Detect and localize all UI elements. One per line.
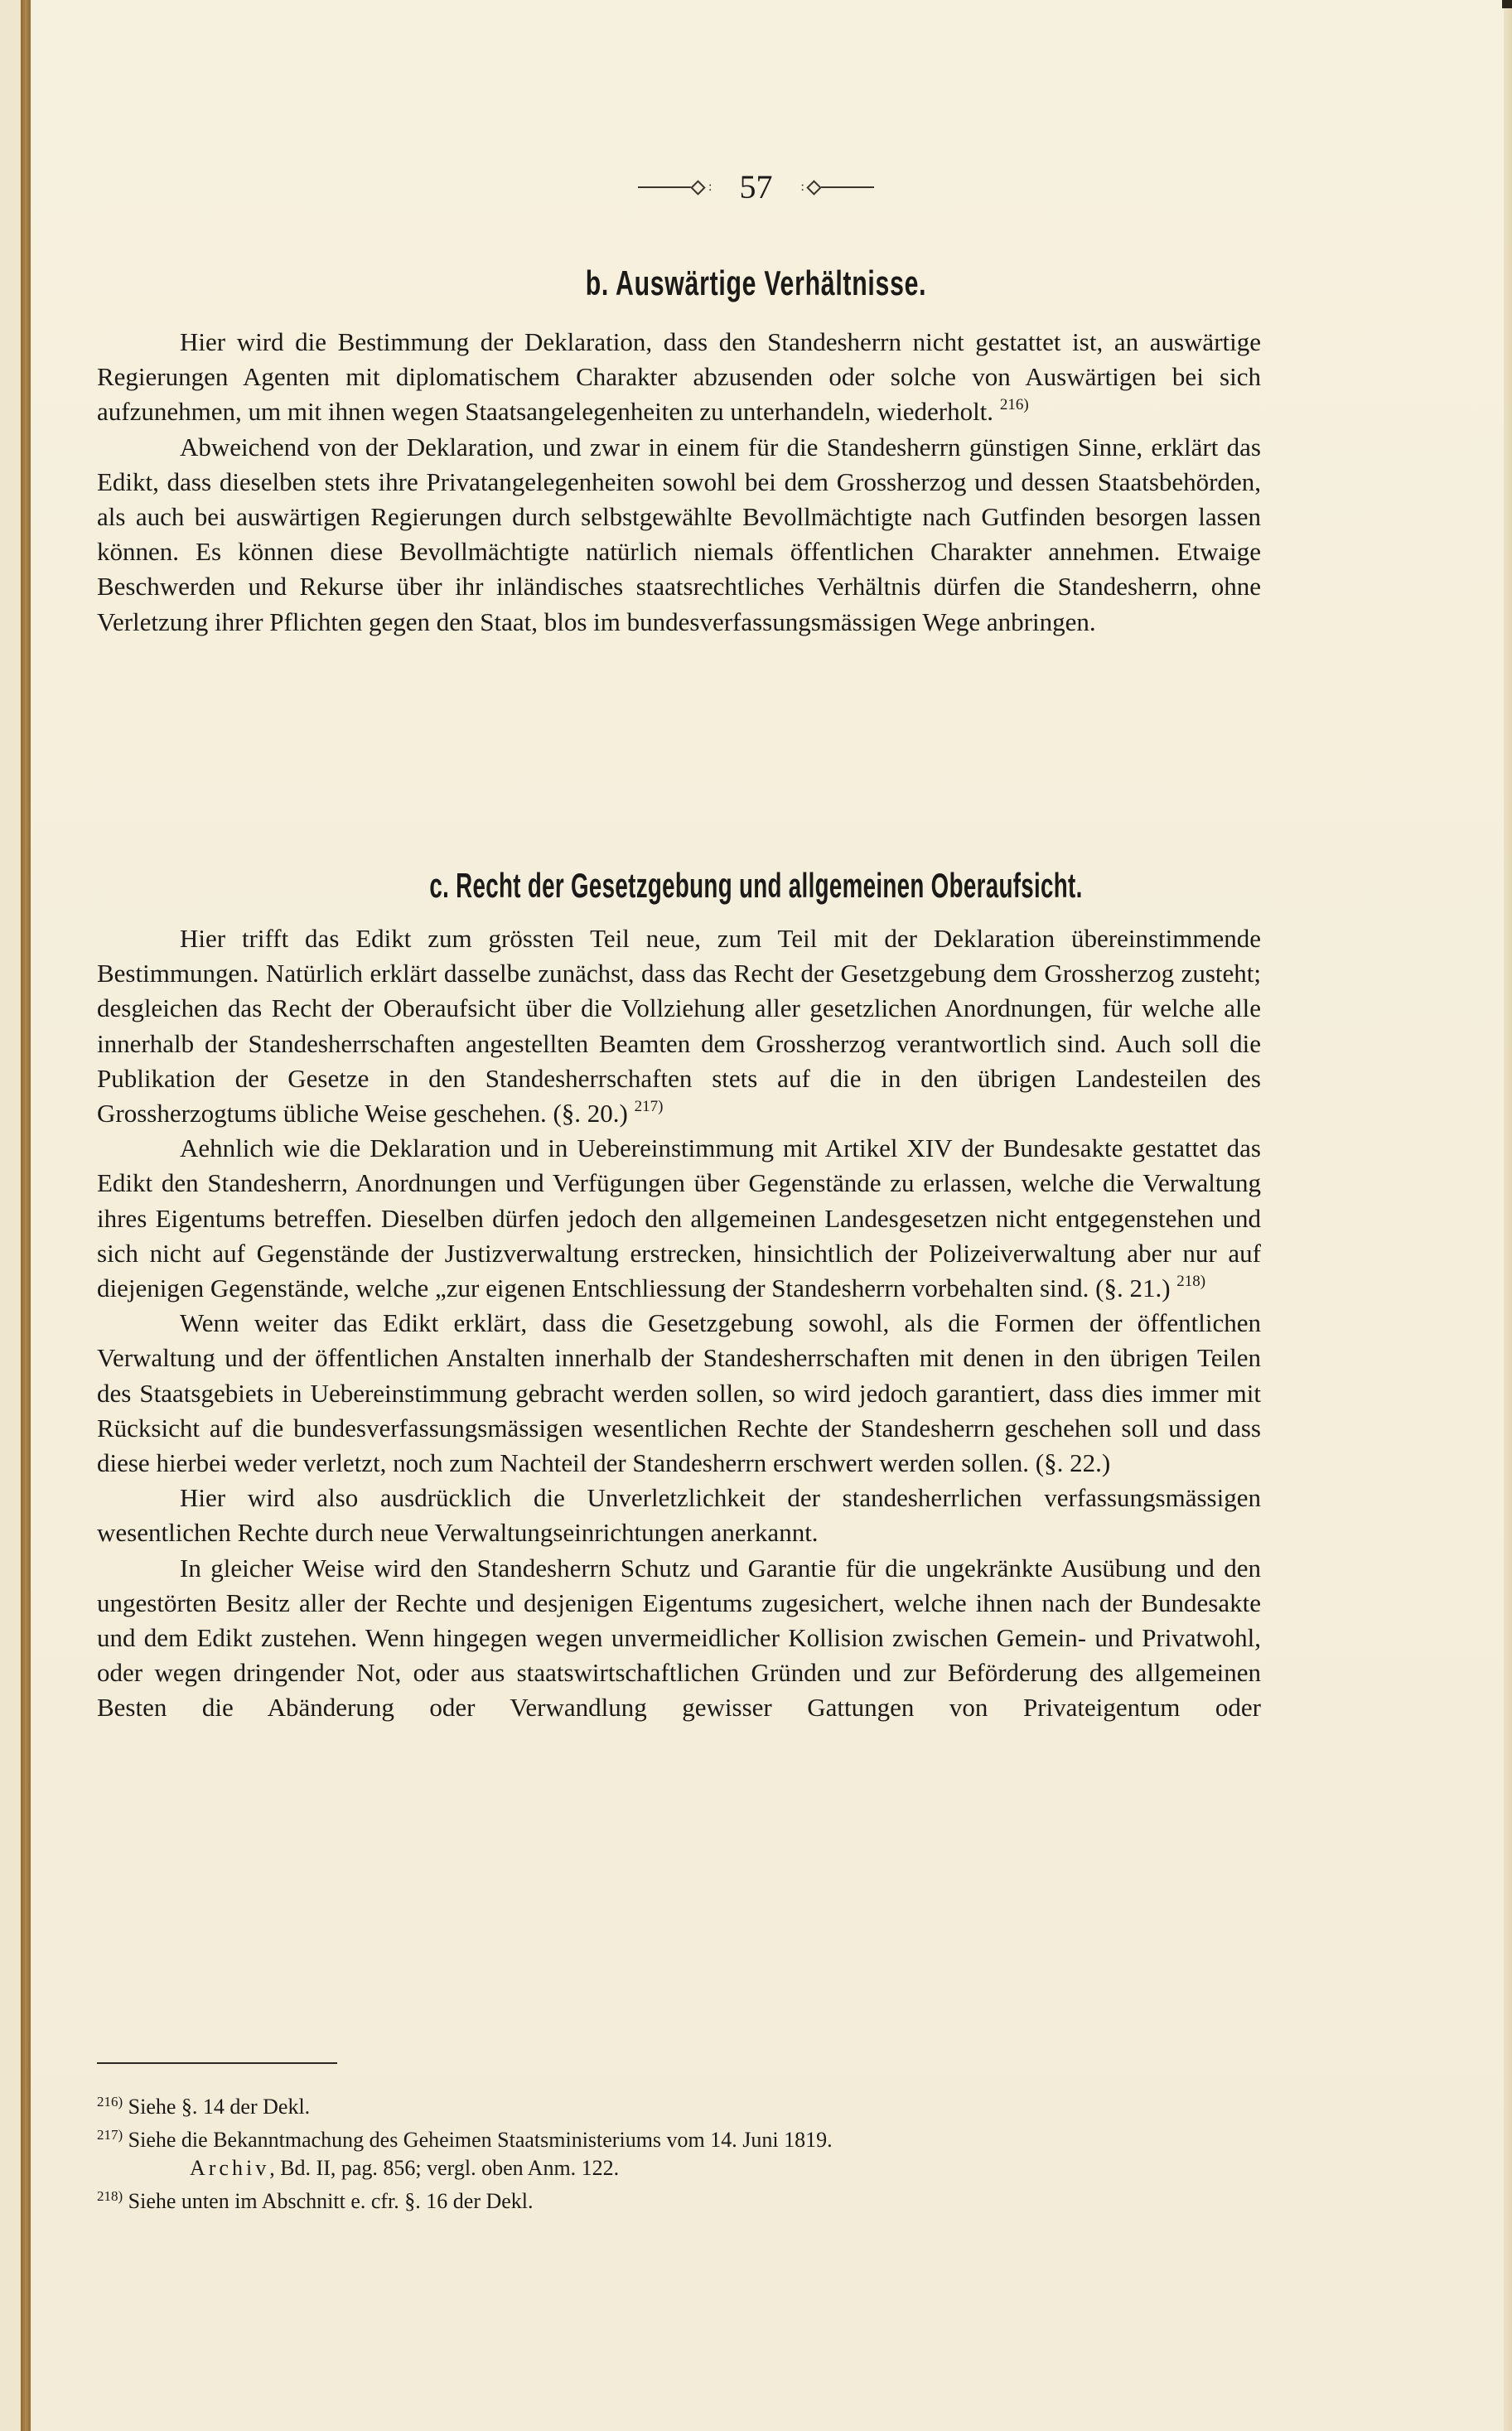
paragraph-text: Hier trifft das Edikt zum grössten Teil neue, zum Teil mit der Deklaration übereinstimmende Bestimmungen. Natürlich erklärt dasselbe zunächst, dass das Recht der Gesetzgebung dem Grossherzog zusteht; desgleichen das Recht der Oberaufsicht über die Vollziehung aller gesetzlichen Anordnungen, für welche alle innerhalb der Standesherrschaften angestellten Beamten dem Grossherzog verantwortlich sind. Auch soll die Publikation der Gesetze in den Standesherrschaften stets auf die in den übrigen Landesteilen des Grossherzogtums übliche Weise geschehen. (§. 20.) <box>97 924 1261 1129</box>
ornament-rule-left <box>638 186 691 188</box>
footnote-number: 217) <box>97 2127 123 2143</box>
footnote-source-title: Archiv <box>190 2156 270 2180</box>
section-body-b <box>97 325 1261 640</box>
paragraph <box>97 1551 1261 1726</box>
footnote-separator <box>97 2062 337 2064</box>
paragraph <box>97 921 1261 1131</box>
footnote-ref[interactable]: 217) <box>634 1098 664 1116</box>
paragraph <box>97 430 1261 640</box>
paragraph <box>97 1306 1261 1481</box>
paragraph-text: Wenn weiter das Edikt erklärt, dass die Gesetzgebung sowohl, als die Formen der öffentlichen Verwaltung und der öffentlichen Anstalten innerhalb der Standesherrschaften mit denen in den übrigen Teilen des Staatsgebiets in Uebereinstimmung gebracht werden sollen, so wird jedoch garantiert, dass dies immer mit Rücksicht auf die bundesverfassungsmässigen wesentlichen Rechte der Standesherrn geschehen soll und dass diese hierbei weder verletzt, noch zum Nachteil der Standesherrn erschwert werden sollen. (§. 22.) <box>97 1308 1261 1478</box>
footnote-text: Siehe §. 14 der Dekl. <box>128 2095 311 2119</box>
page-corner-shadow <box>1502 0 1512 8</box>
binding-edge <box>21 0 31 2431</box>
footnote-ref[interactable]: 218) <box>1176 1273 1206 1291</box>
ornament-rule-right <box>821 186 874 188</box>
page-right-edge <box>1504 0 1512 2431</box>
paragraph-text: Abweichend von der Deklaration, und zwar in einem für die Standesherrn günstigen Sinne, erklärt das Edikt, dass dieselben stets ihre Privatangelegenheiten sowohl bei dem Grossherzog und dessen Staatsbehörden, als auch bei auswärtigen Regierungen durch selbstgewählte Bevollmächtigte nach Gutfinden besorgen lassen können. Es können diese Bevollmächtigte natürlich niemals öffentlichen Charakter annehmen. Etwaige Beschwerden und Rekurse über ihr inländisches staatsrechtliches Verhältnis dürfen die Standesherrn, ohne Verletzung ihrer Pflichten gegen den Staat, blos im bundesverfassungsmässigen Wege anbringen. <box>97 432 1261 636</box>
paragraph-text: In gleicher Weise wird den Standesherrn Schutz und Garantie für die ungekränkte Ausübung und den ungestörten Besitz aller der Rechte und desjenigen Eigentums zugesichert, welche ihnen nach der Bundesakte und dem Edikt zustehen. Wenn hingegen wegen unvermeidlicher Kollision zwischen Gemein- und Privatwohl, oder wegen dringender Not, oder aus staatswirtschaftlichen Gründen und zur Beförderung des allgemeinen Besten die Abänderung oder Verwandlung gewisser Gattungen von Privateigentum oder <box>97 1553 1261 1723</box>
footnote-ref[interactable]: 216) <box>999 396 1029 414</box>
ornament-dots-icon: : <box>800 180 804 194</box>
ornament-diamond-icon <box>806 180 821 195</box>
footnote-text: , Bd. II, pag. 856; vergl. oben Anm. 122. <box>269 2156 620 2180</box>
paragraph-text: Aehnlich wie die Deklaration und in Uebereinstimmung mit Artikel XIV der Bundesakte gestattet das Edikt den Standesherrn, Anordnungen und Verfügungen über Gegenstände zu erlassen, welche die Verwaltung ihres Eigentums betreffen. Dieselben dürfen jedoch den allgemeinen Landesgesetzen nicht entgegenstehen und sich nicht auf Gegenstände der Justizverwaltung erstrecken, hinsichtlich der Polizeiverwaltung aber nur auf diejenigen Gegenstände, welche „zur eigenen Entschliessung der Standesherrn vorbehalten sind. (§. 21.) <box>97 1133 1261 1303</box>
footnote-216 <box>97 2088 1257 2121</box>
page-number: 57 <box>739 168 773 205</box>
ornament-dots-icon: : <box>708 180 712 194</box>
footnote-number: 218) <box>97 2188 123 2204</box>
page-gutter <box>0 0 21 2431</box>
section-heading-b: b. Auswärtige Verhältnisse. <box>585 263 927 302</box>
section-body-c <box>97 921 1261 1726</box>
footnote-text: Siehe die Bekanntmachung des Geheimen Staatsministeriums vom 14. Juni 1819. <box>128 2128 833 2152</box>
paragraph-text: Hier wird also ausdrücklich die Unverletzlichkeit der standesherrlichen verfassungsmässigen wesentlichen Rechte durch neue Verwaltungseinrichtungen anerkannt. <box>97 1483 1261 1548</box>
footnote-text: Siehe unten im Abschnitt e. cfr. §. 16 der Dekl. <box>128 2189 534 2213</box>
footnote-217-continuation <box>97 2154 1257 2182</box>
section-heading-c: c. Recht der Gesetzgebung und allgemeinen Oberaufsicht. <box>429 866 1083 905</box>
footnote-218 <box>97 2182 1257 2216</box>
footnote-number: 216) <box>97 2094 123 2110</box>
paragraph-text: Hier wird die Bestimmung der Deklaration, dass den Standesherrn nicht gestattet ist, an auswärtige Regierungen Agenten mit diplomatischem Charakter abzusenden oder solche von Auswärtigen bei sich aufzunehmen, um mit ihnen wegen Staatsangelegenheiten zu unterhandeln, wiederholt. <box>97 327 1261 427</box>
paragraph <box>97 1131 1261 1306</box>
ornament-diamond-icon <box>690 180 705 195</box>
paragraph <box>97 325 1261 430</box>
paragraph <box>97 1481 1261 1550</box>
footnote-217 <box>97 2121 1257 2154</box>
footnotes <box>97 2088 1257 2216</box>
page-header <box>0 168 1512 205</box>
